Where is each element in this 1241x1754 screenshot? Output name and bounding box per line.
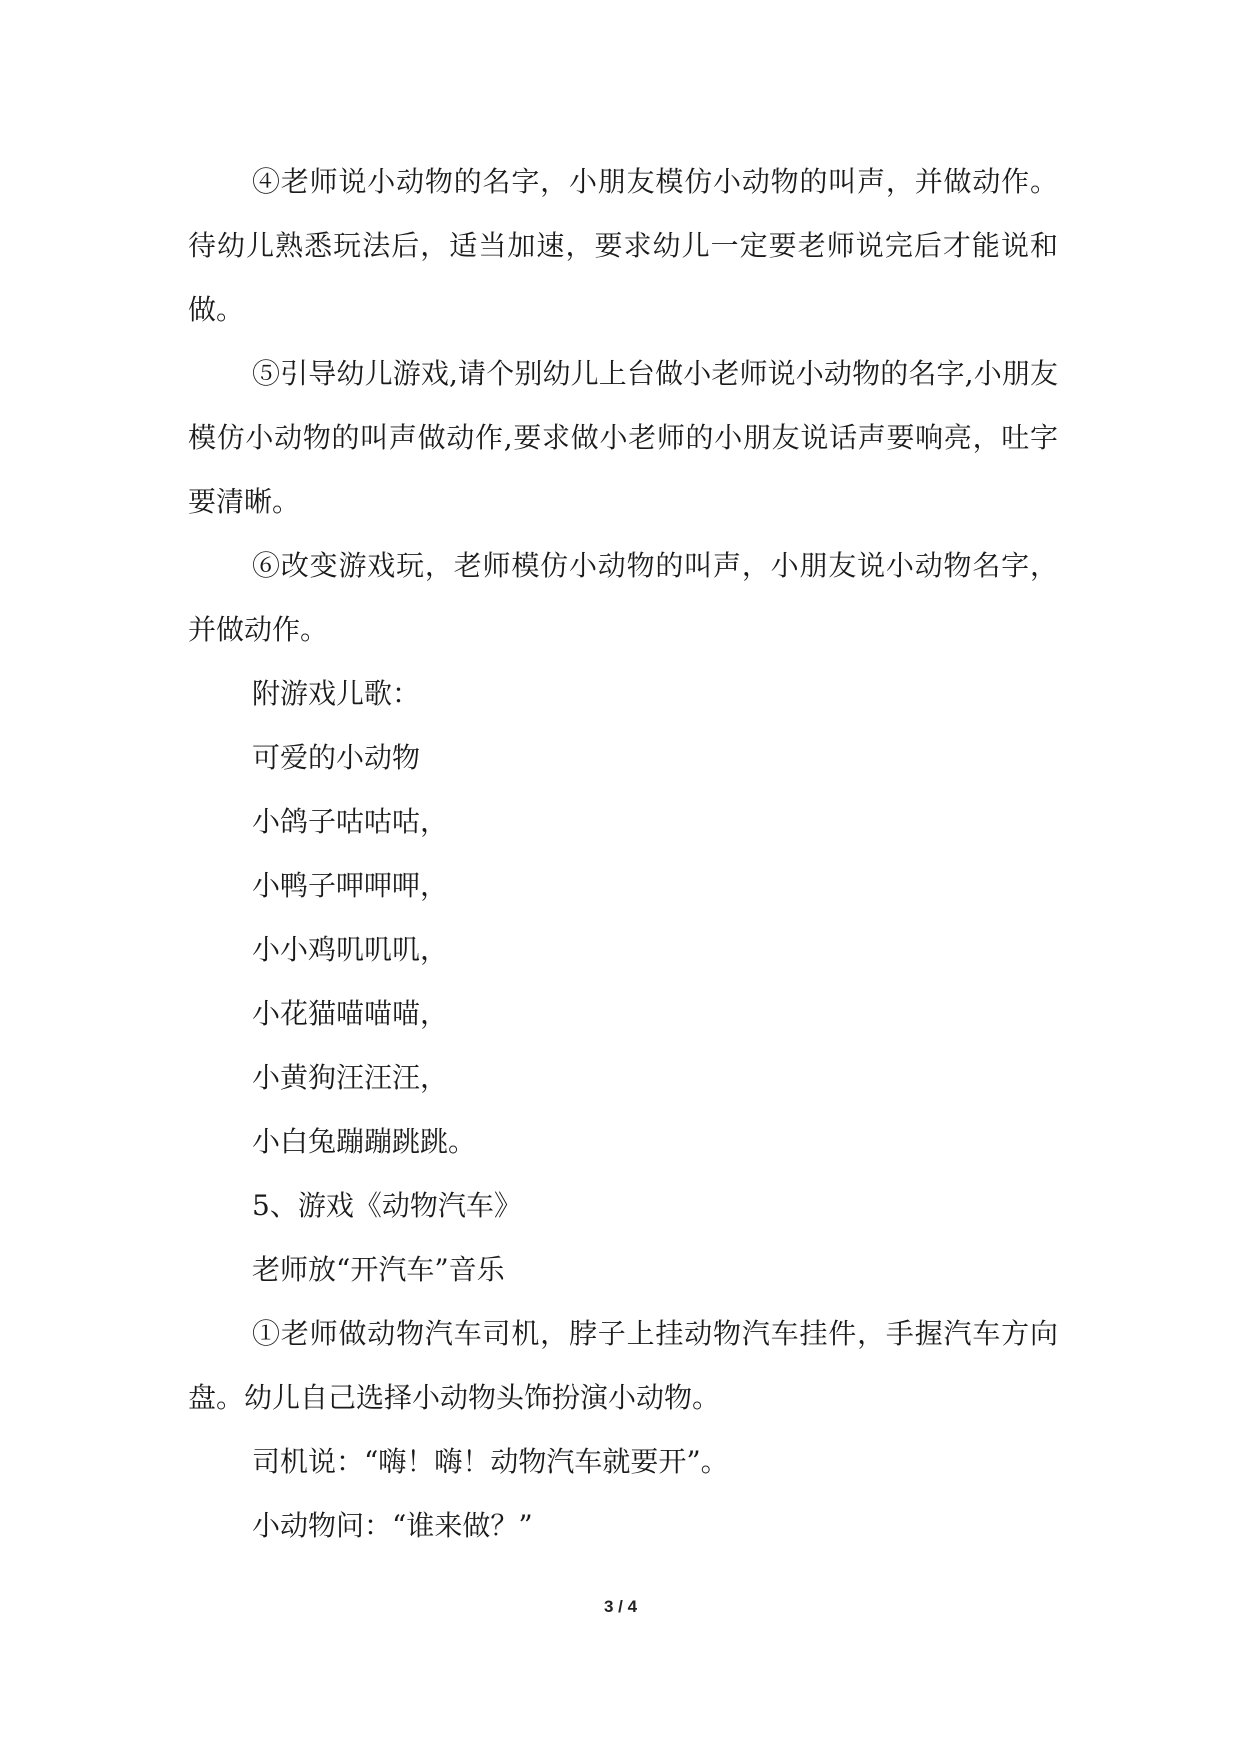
rhyme-line: 小小鸡叽叽叽， bbox=[252, 933, 449, 966]
rhyme-heading: 附游戏儿歌： bbox=[252, 677, 421, 710]
rhyme-line: 小黄狗汪汪汪， bbox=[252, 1061, 449, 1094]
paragraph-instruction-6: ⑥改变游戏玩，老师模仿小动物的叫声，小朋友说小动物名字，并做动作。 bbox=[188, 549, 1058, 646]
rhyme-title: 可爱的小动物 bbox=[252, 741, 421, 774]
paragraph-game-step-1: ①老师做动物汽车司机，脖子上挂动物汽车挂件，手握汽车方向盘。幼儿自己选择小动物头饰扮演小动物。 bbox=[188, 1317, 1058, 1414]
rhyme-line: 小鸽子咕咕咕， bbox=[252, 805, 449, 838]
music-note-line: 老师放“开汽车”音乐 bbox=[252, 1253, 505, 1286]
section-heading: 5、游戏《动物汽车》 bbox=[252, 1189, 522, 1222]
paragraph-instruction-4: ④老师说小动物的名字，小朋友模仿小动物的叫声，并做动作。待幼儿熟悉玩法后，适当加速，要求幼儿一定要老师说完后才能说和做。 bbox=[188, 165, 1058, 326]
rhyme-line: 小白兔蹦蹦跳跳。 bbox=[252, 1125, 477, 1158]
dialogue-line: 司机说：“嗨！嗨！动物汽车就要开”。 bbox=[252, 1445, 729, 1478]
rhyme-line: 小鸭子呷呷呷， bbox=[252, 869, 449, 902]
dialogue-line: 小动物问：“谁来做？” bbox=[252, 1509, 533, 1542]
paragraph-instruction-5: ⑤引导幼儿游戏,请个别幼儿上台做小老师说小动物的名字,小朋友模仿小动物的叫声做动作,要求做小老师的小朋友说话声要响亮，吐字要清晰。 bbox=[188, 357, 1058, 518]
document-body bbox=[188, 150, 1058, 1558]
rhyme-line: 小花猫喵喵喵， bbox=[252, 997, 449, 1030]
page-number: 3 / 4 bbox=[603, 1597, 638, 1616]
